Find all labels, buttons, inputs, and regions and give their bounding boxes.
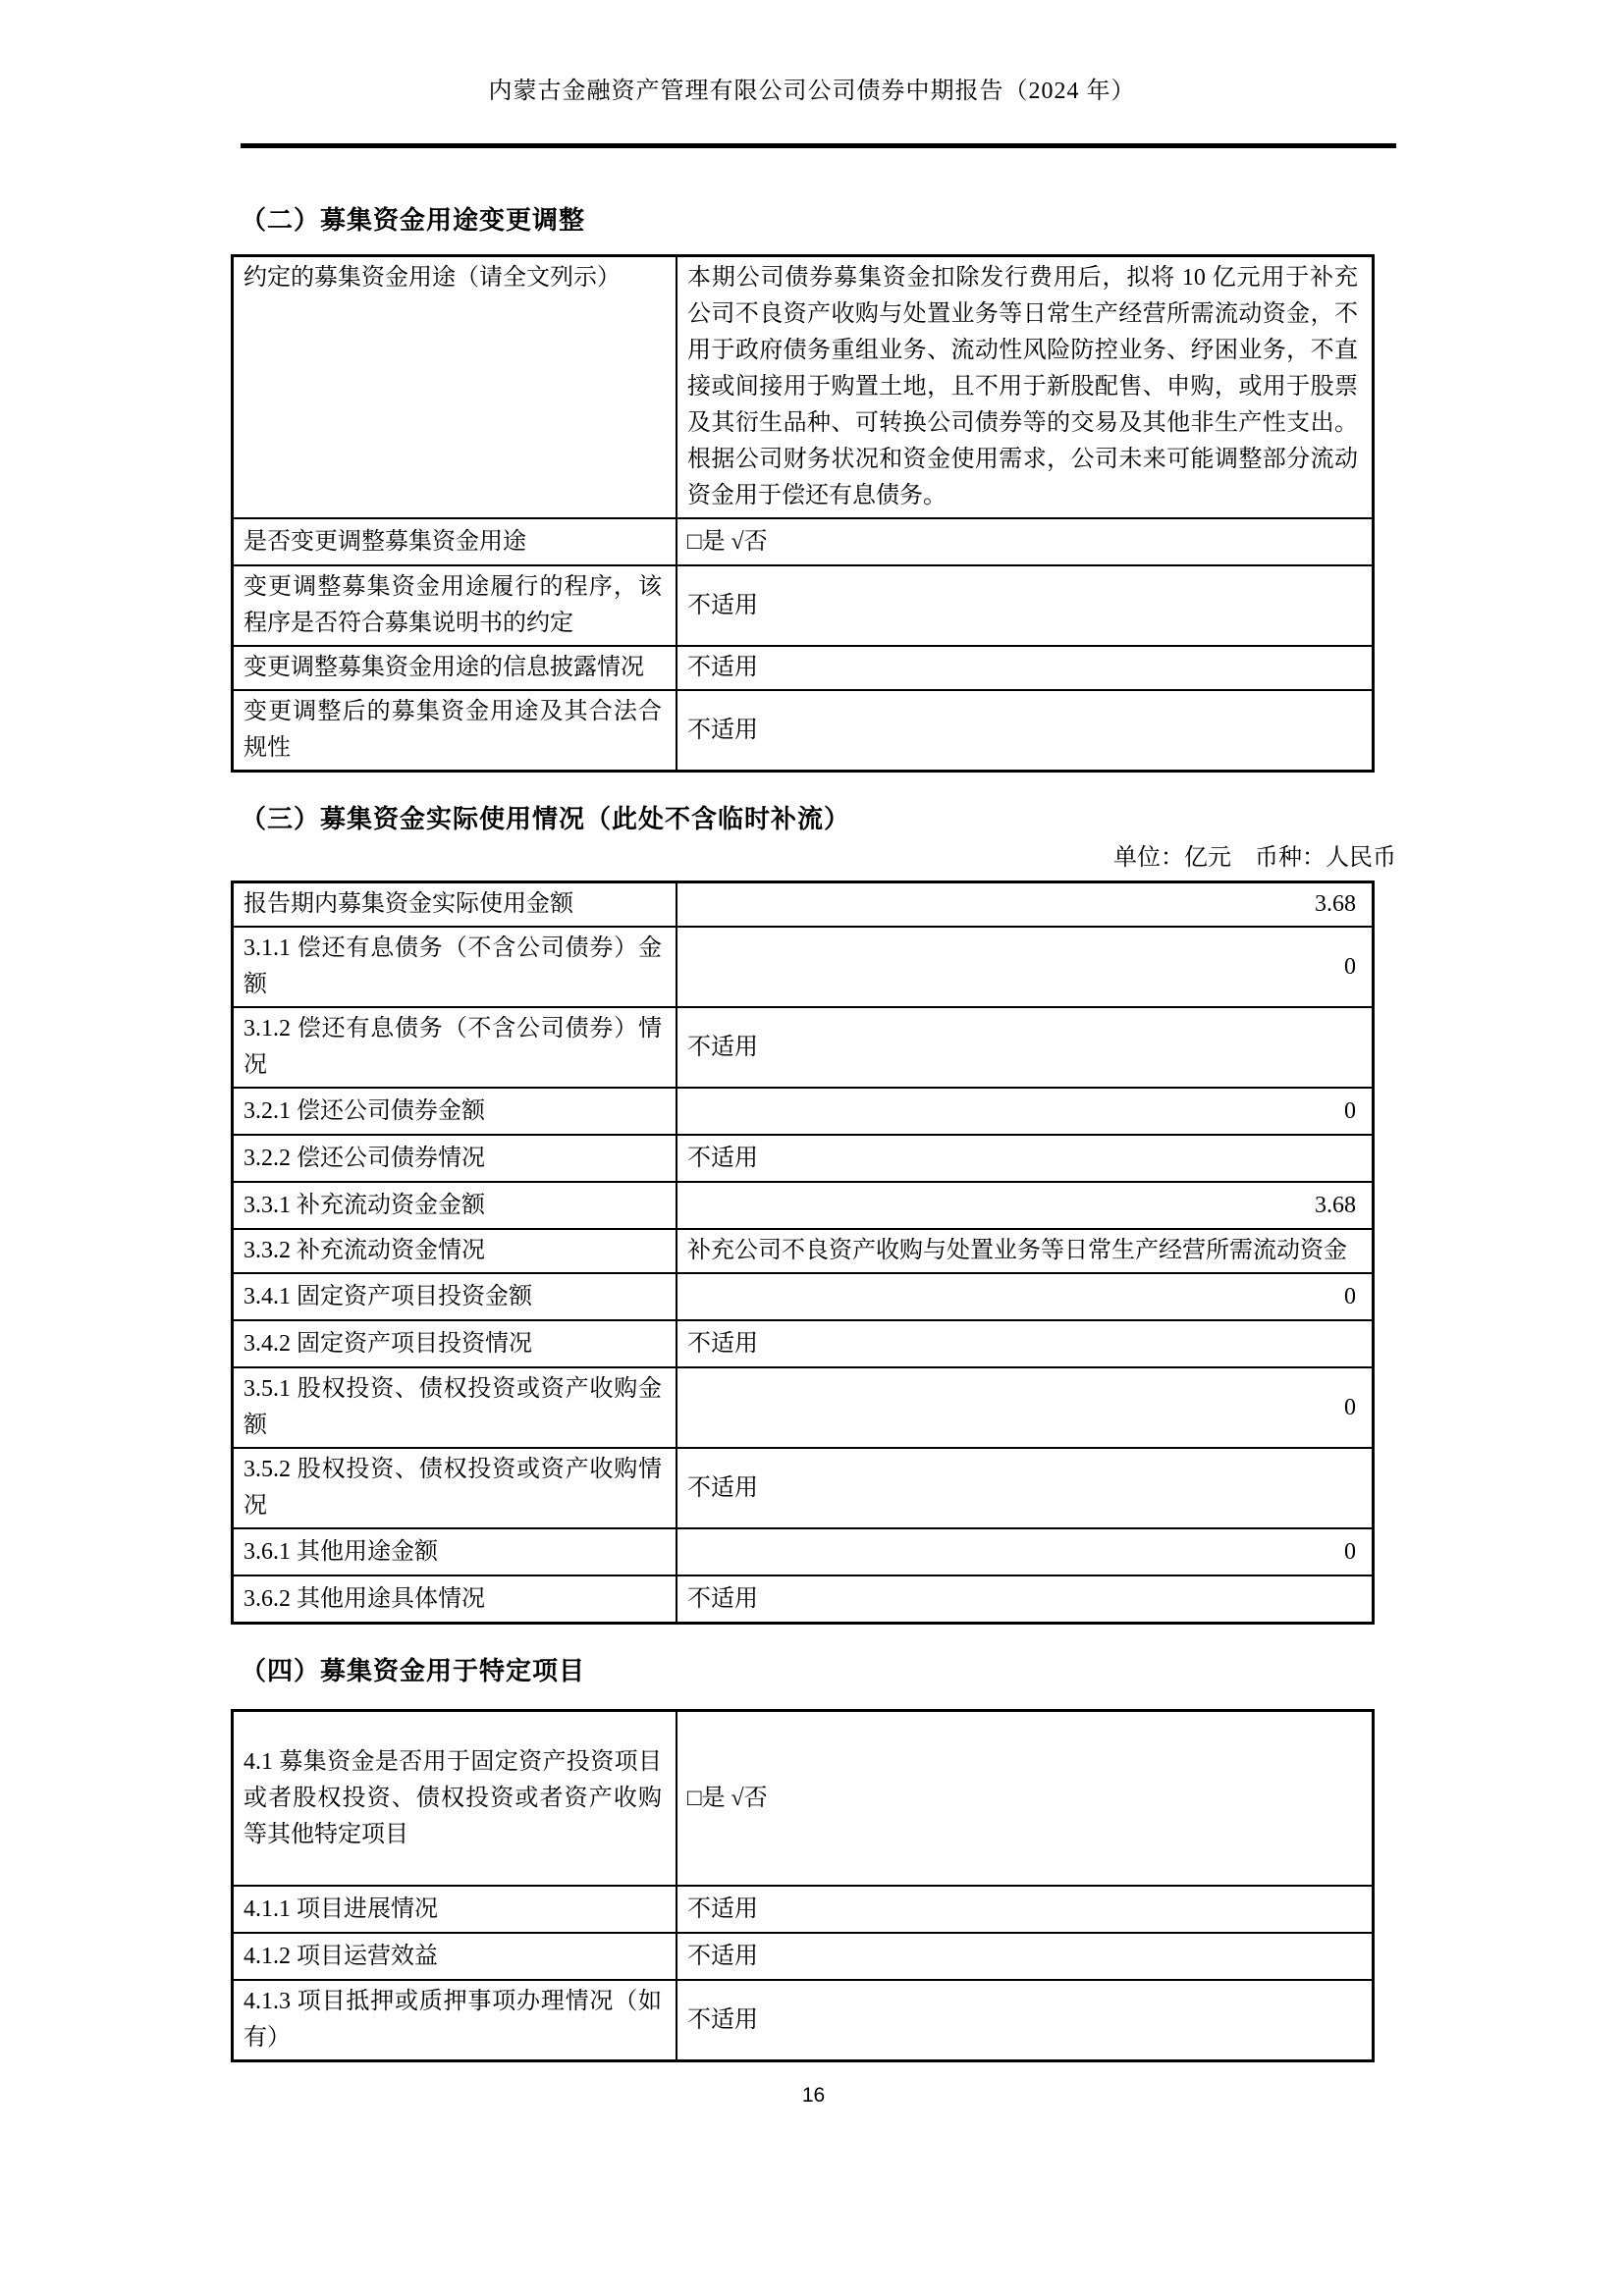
row-value: 不适用 — [677, 1933, 1374, 1980]
row-value: □是 √否 — [677, 518, 1374, 565]
row-value-amount: 0 — [677, 1367, 1374, 1448]
page-content — [231, 203, 1396, 2108]
row-value: 不适用 — [677, 1135, 1374, 1182]
row-value-amount: 0 — [677, 1273, 1374, 1320]
row-label: 3.4.1 固定资产项目投资金额 — [233, 1273, 677, 1320]
table-row — [233, 1886, 1374, 1933]
row-label: 3.4.2 固定资产项目投资情况 — [233, 1320, 677, 1367]
row-value: 不适用 — [677, 1575, 1374, 1624]
table-row — [233, 1711, 1374, 1887]
section-heading-fund-usage-change: （二）募集资金用途变更调整 — [241, 206, 586, 235]
row-value-amount: 0 — [677, 1088, 1374, 1135]
fund-usage-change-table — [231, 254, 1375, 773]
row-label: 变更调整募集资金用途的信息披露情况 — [233, 646, 677, 690]
row-label: 3.6.1 其他用途金额 — [233, 1528, 677, 1575]
row-label: 3.2.2 偿还公司债券情况 — [233, 1135, 677, 1182]
page-header — [0, 0, 1624, 148]
table-row — [233, 256, 1374, 519]
row-value: □是 √否 — [677, 1711, 1374, 1887]
table-row — [233, 1367, 1374, 1448]
row-value: 不适用 — [677, 1886, 1374, 1933]
table-row — [233, 565, 1374, 646]
table-row — [233, 882, 1374, 928]
header-title: 内蒙古金融资产管理有限公司公司债券中期报告（2024 年） — [488, 79, 1136, 104]
row-label: 3.2.1 偿还公司债券金额 — [233, 1088, 677, 1135]
table-row — [233, 1448, 1374, 1528]
row-value: 不适用 — [677, 646, 1374, 690]
row-label: 4.1 募集资金是否用于固定资产投资项目或者股权投资、债权投资或者资产收购等其他特定项目 — [233, 1711, 677, 1887]
table-row — [233, 1528, 1374, 1575]
table-row — [233, 518, 1374, 565]
table-row — [233, 1088, 1374, 1135]
row-label: 3.5.2 股权投资、债权投资或资产收购情况 — [233, 1448, 677, 1528]
table-row — [233, 690, 1374, 772]
header-rule — [241, 143, 1396, 148]
row-label: 3.5.1 股权投资、债权投资或资产收购金额 — [233, 1367, 677, 1448]
page-number: 16 — [801, 2084, 826, 2107]
section-heading-actual-usage: （三）募集资金实际使用情况（此处不含临时补流） — [241, 805, 851, 833]
row-label: 3.6.2 其他用途具体情况 — [233, 1575, 677, 1624]
table-row — [233, 646, 1374, 690]
row-value-amount: 3.68 — [677, 1182, 1374, 1229]
table-row — [233, 1320, 1374, 1367]
row-label: 3.3.2 补充流动资金情况 — [233, 1229, 677, 1273]
row-label: 4.1.1 项目进展情况 — [233, 1886, 677, 1933]
row-label: 4.1.3 项目抵押或质押事项办理情况（如有） — [233, 1980, 677, 2061]
row-label: 4.1.2 项目运营效益 — [233, 1933, 677, 1980]
table-row — [233, 1933, 1374, 1980]
actual-fund-usage-table — [231, 881, 1375, 1625]
row-value: 不适用 — [677, 690, 1374, 772]
row-value: 不适用 — [677, 1980, 1374, 2061]
row-label: 变更调整后的募集资金用途及其合法合规性 — [233, 690, 677, 772]
row-label: 报告期内募集资金实际使用金额 — [233, 882, 677, 928]
table-row — [233, 1135, 1374, 1182]
table-row — [233, 1007, 1374, 1088]
unit-currency-note: 单位：亿元 币种：人民币 — [1113, 845, 1396, 871]
table-row — [233, 1182, 1374, 1229]
row-label: 变更调整募集资金用途履行的程序，该程序是否符合募集说明书的约定 — [233, 565, 677, 646]
section-heading-specific-projects: （四）募集资金用于特定项目 — [241, 1657, 586, 1685]
table-row — [233, 1273, 1374, 1320]
row-value-amount: 0 — [677, 927, 1374, 1007]
row-value-amount: 0 — [677, 1528, 1374, 1575]
table-row — [233, 1575, 1374, 1624]
row-label: 是否变更调整募集资金用途 — [233, 518, 677, 565]
row-value: 不适用 — [677, 1448, 1374, 1528]
row-label: 约定的募集资金用途（请全文列示） — [233, 256, 677, 519]
row-label: 3.1.1 偿还有息债务（不含公司债券）金额 — [233, 927, 677, 1007]
row-value: 不适用 — [677, 565, 1374, 646]
row-label: 3.3.1 补充流动资金金额 — [233, 1182, 677, 1229]
row-value: 不适用 — [677, 1320, 1374, 1367]
row-value: 不适用 — [677, 1007, 1374, 1088]
row-value: 补充公司不良资产收购与处置业务等日常生产经营所需流动资金 — [677, 1229, 1374, 1273]
row-value-amount: 3.68 — [677, 882, 1374, 928]
table-row — [233, 1229, 1374, 1273]
table-row — [233, 927, 1374, 1007]
row-label: 3.1.2 偿还有息债务（不含公司债券）情况 — [233, 1007, 677, 1088]
specific-projects-table — [231, 1709, 1375, 2062]
row-value: 本期公司债券募集资金扣除发行费用后，拟将 10 亿元用于补充公司不良资产收购与处置业务等日常生产经营所需流动资金，不用于政府债务重组业务、流动性风险防控业务、纾困业务，不直接或间接用于购置土地，且不用于新股配售、申购，或用于股票及其衍生品种、可转换公司债券等的交易及其他非生产性支出。根据公司财务状况和资金使用需求，公司未来可能调整部分流动资金用于偿还有息债务。 — [677, 256, 1374, 519]
table-row — [233, 1980, 1374, 2061]
